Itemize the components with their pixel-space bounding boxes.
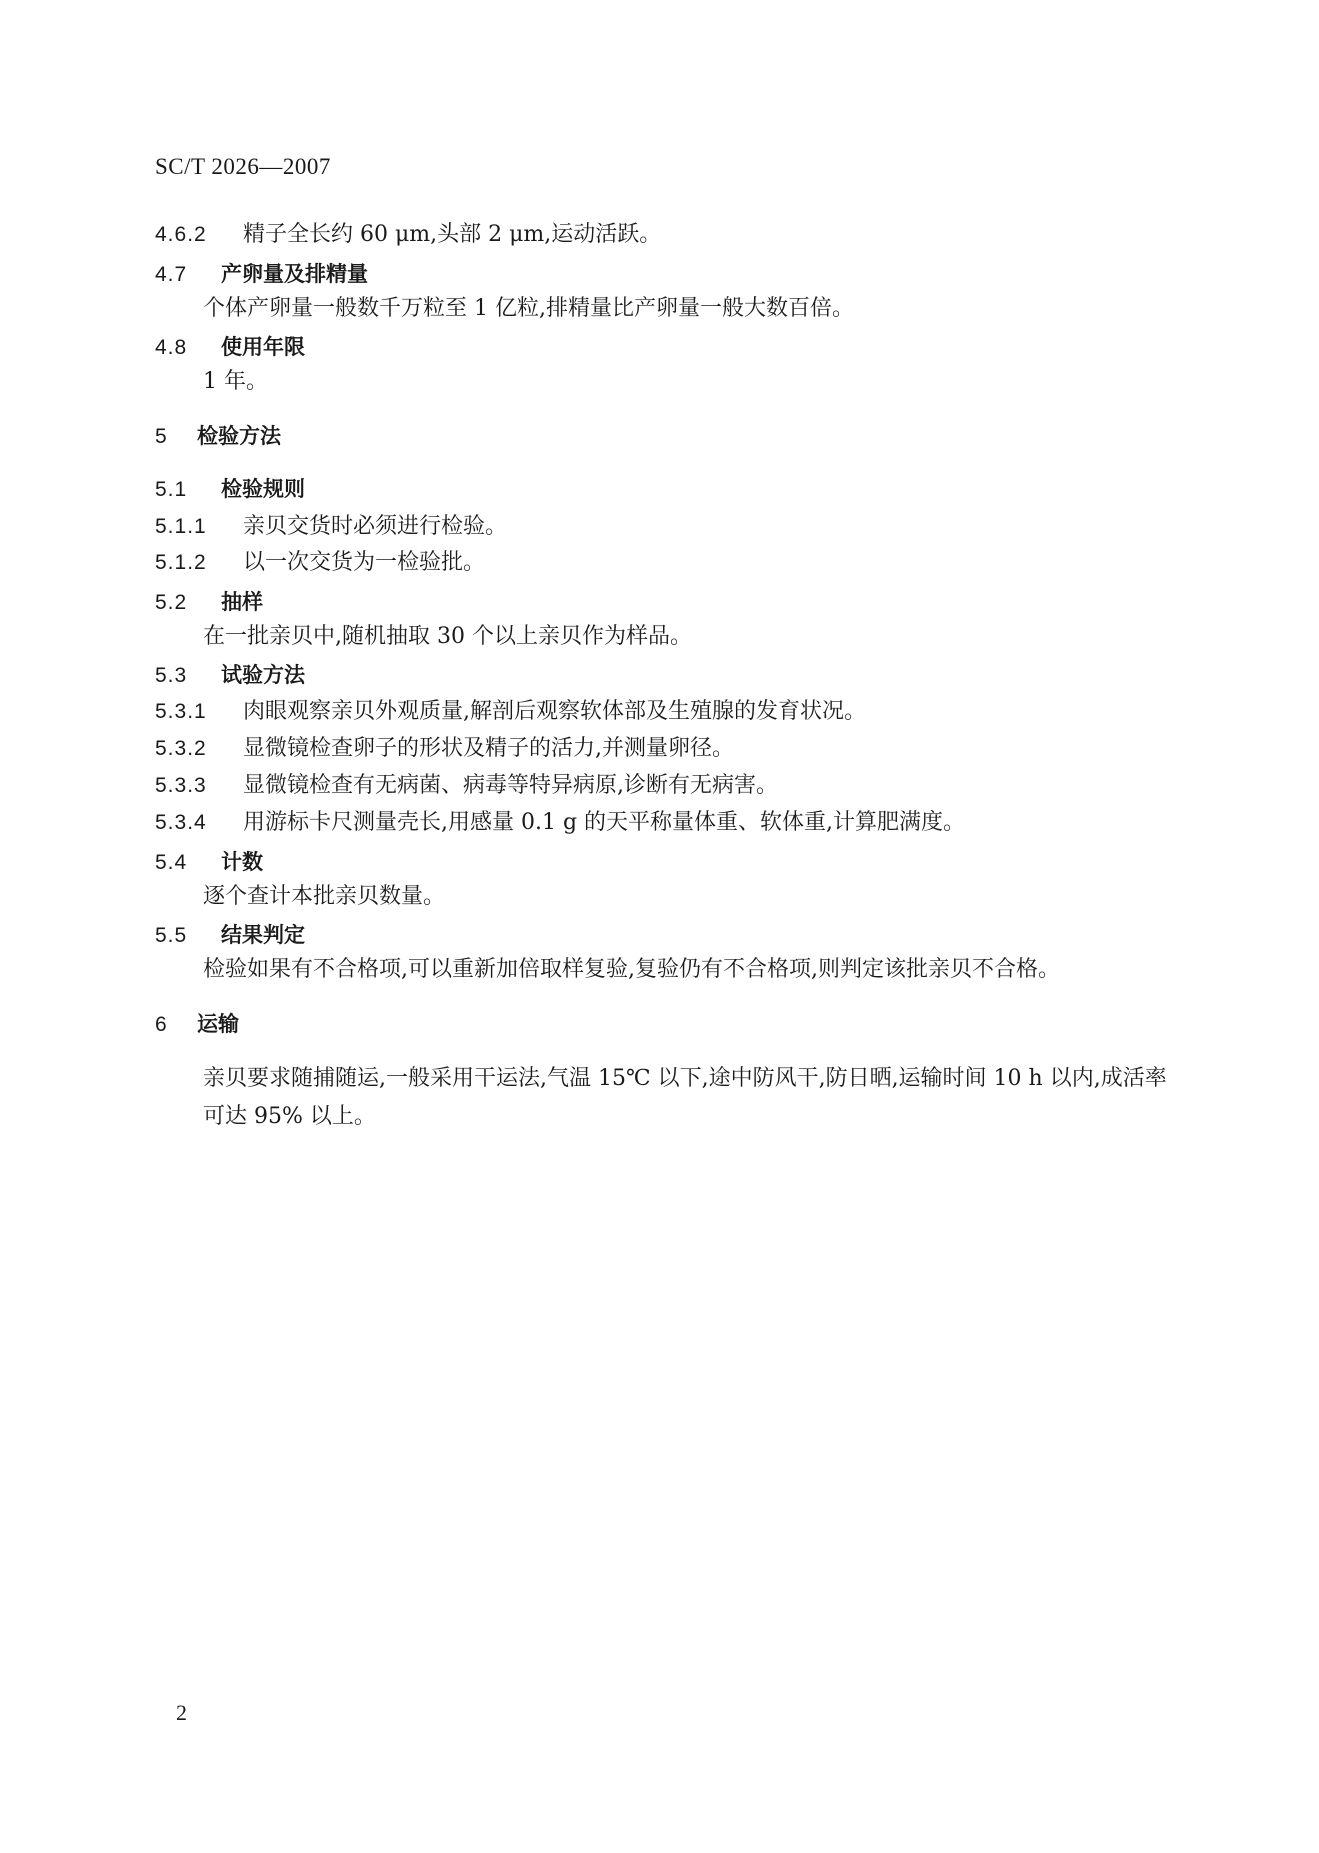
section-5-4-heading	[155, 847, 263, 878]
section-number: 5.5	[155, 924, 188, 947]
chapter-number: 6	[155, 1013, 168, 1036]
clause-5-1-1	[155, 512, 507, 542]
clause-text: 亲贝交货时必须进行检验。	[243, 514, 508, 539]
section-number: 4.7	[155, 263, 188, 286]
chapter-5-heading	[155, 421, 281, 452]
clause-text: 以一次交货为一检验批。	[243, 550, 486, 575]
clause-number: 5.1.1	[155, 515, 207, 538]
chapter-6-heading	[155, 1009, 239, 1040]
section-title: 检验规则	[221, 477, 305, 501]
section-number: 5.4	[155, 851, 188, 874]
chapter-title: 检验方法	[197, 424, 281, 448]
section-number: 4.8	[155, 336, 188, 359]
section-5-5-heading	[155, 920, 305, 951]
clause-number: 5.3.4	[155, 811, 207, 834]
page-number: 2	[176, 1700, 187, 1725]
clause-text: 用游标卡尺测量壳长,用感量 0.1 g 的天平称量体重、软体重,计算肥满度。	[243, 810, 966, 835]
clause-4-6-2	[155, 220, 661, 250]
section-4-8-body: 1 年。	[203, 369, 268, 394]
clause-5-3-2	[155, 734, 734, 764]
clause-text: 显微镜检查卵子的形状及精子的活力,并测量卵径。	[243, 736, 734, 761]
section-4-8-heading	[155, 332, 305, 363]
clause-number: 4.6.2	[155, 223, 207, 246]
section-title: 试验方法	[221, 663, 305, 687]
section-5-4-body: 逐个查计本批亲贝数量。	[203, 884, 446, 909]
section-4-7-body: 个体产卵量一般数千万粒至 1 亿粒,排精量比产卵量一般大数百倍。	[203, 296, 854, 321]
section-4-7-heading	[155, 259, 368, 290]
section-title: 产卵量及排精量	[221, 262, 368, 286]
clause-text: 显微镜检查有无病菌、病毒等特异病原,诊断有无病害。	[243, 773, 778, 798]
clause-5-1-2	[155, 548, 485, 578]
section-5-2-heading	[155, 587, 263, 618]
clause-number: 5.3.1	[155, 700, 207, 723]
section-5-3-heading	[155, 660, 305, 691]
clause-text: 肉眼观察亲贝外观质量,解剖后观察软体部及生殖腺的发育状况。	[243, 699, 866, 724]
section-title: 使用年限	[221, 335, 305, 359]
section-number: 5.2	[155, 591, 188, 614]
chapter-6-body: 亲贝要求随捕随运,一般采用干运法,气温 15℃ 以下,途中防风干,防日晒,运输时间 10 h 以内,成活率可达 95% 以上。	[203, 1066, 1167, 1129]
chapter-number: 5	[155, 425, 168, 448]
clause-text: 精子全长约 60 μm,头部 2 μm,运动活跃。	[243, 222, 662, 247]
section-title: 结果判定	[221, 923, 305, 947]
clause-number: 5.3.3	[155, 774, 207, 797]
clause-5-3-1	[155, 697, 866, 727]
chapter-title: 运输	[197, 1012, 239, 1036]
section-5-1-heading	[155, 474, 305, 505]
section-5-5-body: 检验如果有不合格项,可以重新加倍取样复验,复验仍有不合格项,则判定该批亲贝不合格。	[203, 957, 1060, 982]
clause-5-3-4	[155, 808, 965, 838]
clause-5-3-3	[155, 771, 778, 801]
clause-number: 5.3.2	[155, 737, 207, 760]
section-title: 抽样	[221, 590, 263, 614]
section-title: 计数	[221, 850, 263, 874]
standard-code: SC/T 2026—2007	[155, 154, 331, 179]
section-number: 5.1	[155, 478, 188, 501]
clause-number: 5.1.2	[155, 551, 207, 574]
section-number: 5.3	[155, 664, 188, 687]
section-5-2-body: 在一批亲贝中,随机抽取 30 个以上亲贝作为样品。	[203, 624, 692, 649]
